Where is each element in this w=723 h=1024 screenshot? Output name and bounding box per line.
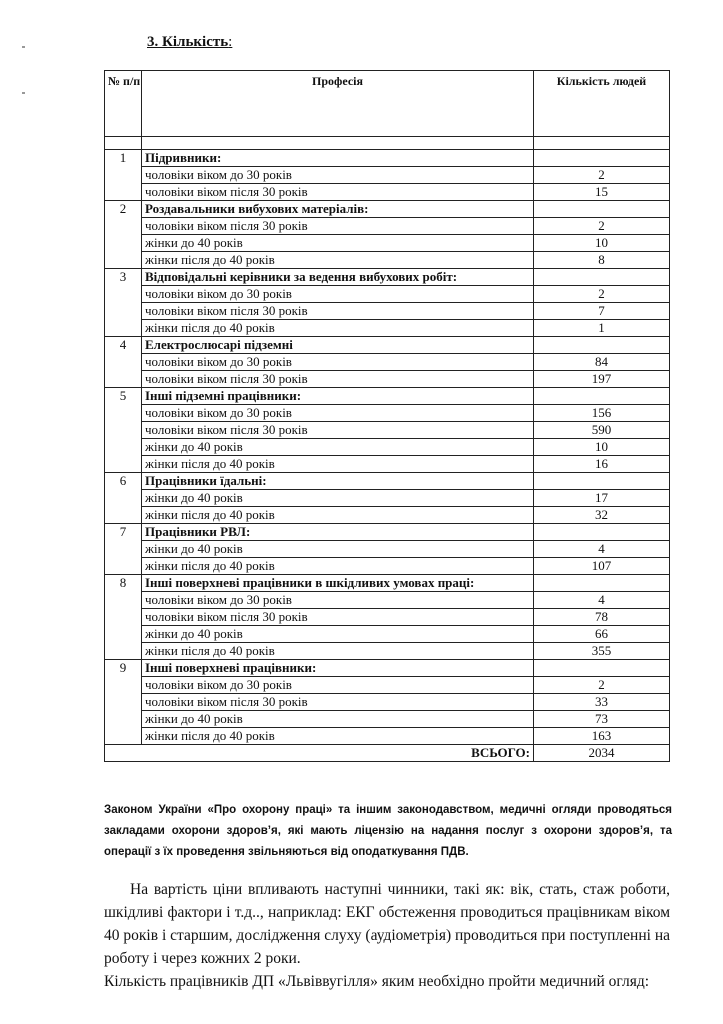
total-value: 2034 xyxy=(534,745,670,762)
row-count: 33 xyxy=(534,694,670,711)
category-title: Працівники їдальні: xyxy=(142,473,534,490)
row-label: жінки до 40 років xyxy=(142,626,534,643)
table-row xyxy=(105,405,670,422)
table-row xyxy=(105,626,670,643)
row-label: чоловіки віком після 30 років xyxy=(142,422,534,439)
table-row xyxy=(105,694,670,711)
row-count: 66 xyxy=(534,626,670,643)
category-row xyxy=(105,337,670,354)
category-row xyxy=(105,150,670,167)
category-row xyxy=(105,660,670,677)
row-number: 5 xyxy=(105,388,142,473)
category-row xyxy=(105,388,670,405)
row-label: жінки після до 40 років xyxy=(142,643,534,660)
table-row xyxy=(105,371,670,388)
workers-table xyxy=(104,70,670,762)
row-count: 8 xyxy=(534,252,670,269)
row-label: жінки до 40 років xyxy=(142,541,534,558)
body-text xyxy=(104,878,670,993)
row-count: 10 xyxy=(534,235,670,252)
row-number: 3 xyxy=(105,269,142,337)
category-count xyxy=(534,524,670,541)
scan-mark xyxy=(22,92,25,94)
category-count xyxy=(534,388,670,405)
row-label: жінки до 40 років xyxy=(142,235,534,252)
row-count: 73 xyxy=(534,711,670,728)
row-number: 7 xyxy=(105,524,142,575)
row-label: чоловіки віком після 30 років xyxy=(142,184,534,201)
row-count: 15 xyxy=(534,184,670,201)
row-count: 4 xyxy=(534,592,670,609)
row-label: жінки до 40 років xyxy=(142,490,534,507)
row-count: 163 xyxy=(534,728,670,745)
row-count: 78 xyxy=(534,609,670,626)
row-count: 84 xyxy=(534,354,670,371)
row-number: 1 xyxy=(105,150,142,201)
category-count xyxy=(534,201,670,218)
scan-mark xyxy=(22,46,25,48)
row-label: чоловіки віком до 30 років xyxy=(142,354,534,371)
row-count: 32 xyxy=(534,507,670,524)
table-row xyxy=(105,711,670,728)
table-row xyxy=(105,728,670,745)
table-row xyxy=(105,592,670,609)
closing-line: Кількість працівників ДП «Львіввугілля» яким необхідно пройти медичний огляд: xyxy=(104,973,650,990)
row-label: жінки до 40 років xyxy=(142,711,534,728)
row-count: 107 xyxy=(534,558,670,575)
table-row xyxy=(105,456,670,473)
row-label: жінки після до 40 років xyxy=(142,320,534,337)
header-count: Кількість людей xyxy=(534,71,670,137)
table-row xyxy=(105,677,670,694)
row-count: 1 xyxy=(534,320,670,337)
category-row xyxy=(105,575,670,592)
table-body xyxy=(105,137,670,762)
row-label: чоловіки віком до 30 років xyxy=(142,592,534,609)
row-count: 10 xyxy=(534,439,670,456)
category-title: Роздавальники вибухових матеріалів: xyxy=(142,201,534,218)
category-title: Інші поверхневі працівники в шкідливих умовах праці: xyxy=(142,575,534,592)
category-count xyxy=(534,473,670,490)
row-label: жінки після до 40 років xyxy=(142,456,534,473)
category-row xyxy=(105,269,670,286)
row-label: чоловіки віком до 30 років xyxy=(142,167,534,184)
table-row xyxy=(105,286,670,303)
row-number: 4 xyxy=(105,337,142,388)
table-row xyxy=(105,320,670,337)
category-title: Працівники РВЛ: xyxy=(142,524,534,541)
table-row xyxy=(105,541,670,558)
category-title: Інші поверхневі працівники: xyxy=(142,660,534,677)
row-label: чоловіки віком після 30 років xyxy=(142,303,534,320)
table-row xyxy=(105,609,670,626)
category-row xyxy=(105,524,670,541)
row-count: 16 xyxy=(534,456,670,473)
category-count xyxy=(534,150,670,167)
section-title: 3. Кількість: xyxy=(147,34,233,50)
row-label: чоловіки віком до 30 років xyxy=(142,405,534,422)
table-row xyxy=(105,422,670,439)
table-row xyxy=(105,643,670,660)
category-row xyxy=(105,473,670,490)
row-number: 9 xyxy=(105,660,142,745)
category-row xyxy=(105,201,670,218)
header-num: № п/п xyxy=(105,71,142,137)
row-number: 2 xyxy=(105,201,142,269)
category-title: Відповідальні керівники за ведення вибухових робіт: xyxy=(142,269,534,286)
row-number: 6 xyxy=(105,473,142,524)
row-count: 355 xyxy=(534,643,670,660)
pricing-paragraph: На вартість ціни впливають наступні чинники, такі як: вік, стать, стаж роботи, шкідливі фактори і т.д.., наприклад: ЕКГ обстеження проводиться працівникам віком 40 років і старшим, дослідження слуху (аудіометрія) проводиться при поступленні на роботу і через кожних 2 роки. xyxy=(104,881,670,967)
row-count: 7 xyxy=(534,303,670,320)
header-profession: Професія xyxy=(142,71,534,137)
row-label: жінки до 40 років xyxy=(142,439,534,456)
row-count: 2 xyxy=(534,286,670,303)
row-count: 17 xyxy=(534,490,670,507)
spacer-row xyxy=(105,137,670,150)
row-label: чоловіки віком після 30 років xyxy=(142,694,534,711)
category-title: Інші підземні працівники: xyxy=(142,388,534,405)
table-row xyxy=(105,167,670,184)
spacer-cell xyxy=(142,137,534,150)
row-count: 4 xyxy=(534,541,670,558)
category-title: Підривники: xyxy=(142,150,534,167)
row-number: 8 xyxy=(105,575,142,660)
legal-notice: Законом України «Про охорону праці» та іншим законодавством, медичні огляди проводяться закладами охорони здоров’я, які мають ліцензію на надання послуг з охорони здоров’я, та операції з їх проведення звільняються від оподаткування ПДВ. xyxy=(104,804,672,858)
row-count: 2 xyxy=(534,218,670,235)
table-row xyxy=(105,252,670,269)
row-count: 590 xyxy=(534,422,670,439)
row-count: 156 xyxy=(534,405,670,422)
table-row xyxy=(105,354,670,371)
row-label: чоловіки віком до 30 років xyxy=(142,677,534,694)
table-row xyxy=(105,507,670,524)
row-label: жінки після до 40 років xyxy=(142,507,534,524)
category-count xyxy=(534,660,670,677)
row-label: жінки після до 40 років xyxy=(142,252,534,269)
category-count xyxy=(534,575,670,592)
table-row xyxy=(105,490,670,507)
table-row xyxy=(105,218,670,235)
table-row xyxy=(105,439,670,456)
table-row xyxy=(105,303,670,320)
spacer-cell xyxy=(105,137,142,150)
table-row xyxy=(105,235,670,252)
row-label: чоловіки віком після 30 років xyxy=(142,218,534,235)
table-row xyxy=(105,558,670,575)
row-label: чоловіки віком до 30 років xyxy=(142,286,534,303)
row-label: жінки після до 40 років xyxy=(142,728,534,745)
row-label: чоловіки віком після 30 років xyxy=(142,609,534,626)
total-row xyxy=(105,745,670,762)
total-label: ВСЬОГО: xyxy=(105,745,534,762)
category-title: Електрослюсарі підземні xyxy=(142,337,534,354)
category-count xyxy=(534,337,670,354)
row-label: чоловіки віком після 30 років xyxy=(142,371,534,388)
category-count xyxy=(534,269,670,286)
table-row xyxy=(105,184,670,201)
row-count: 197 xyxy=(534,371,670,388)
row-count: 2 xyxy=(534,167,670,184)
row-label: жінки після до 40 років xyxy=(142,558,534,575)
row-count: 2 xyxy=(534,677,670,694)
spacer-cell xyxy=(534,137,670,150)
